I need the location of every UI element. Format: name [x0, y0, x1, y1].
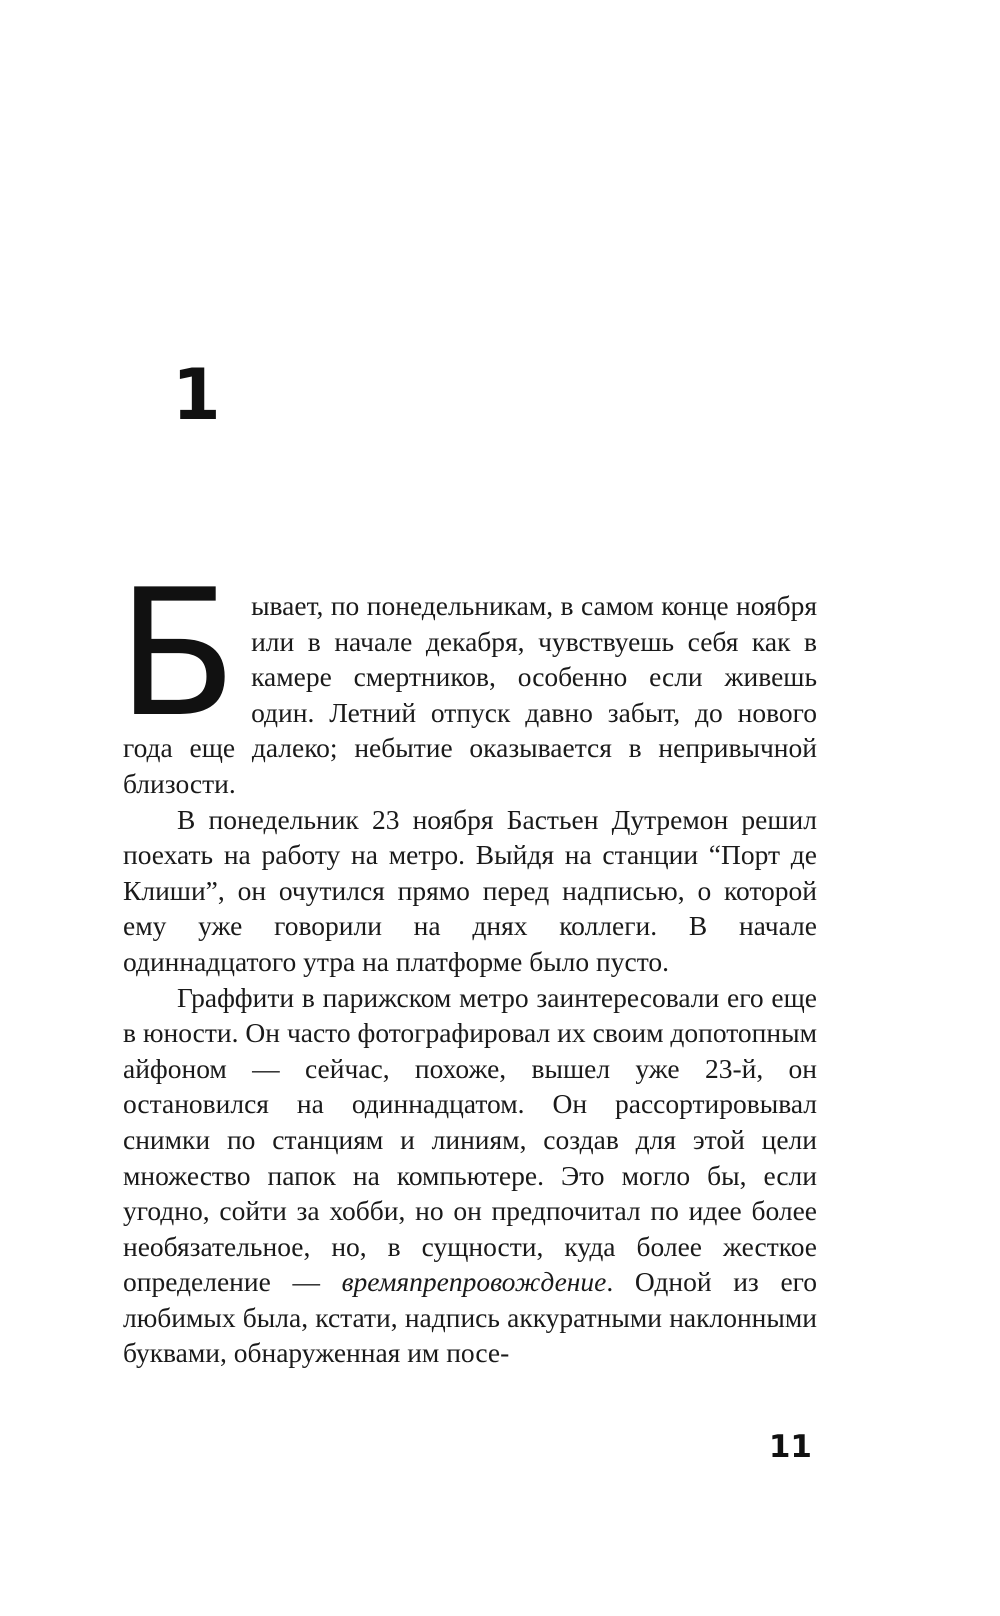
page-number: 11 [768, 1429, 812, 1465]
drop-cap: Б [117, 553, 238, 756]
chapter-number: 1 [172, 354, 221, 436]
paragraph-2: В понедельник 23 ноября Бастьен Дутремон решил поехать на работу на метро. Выйдя на станции “Порт де Клиши”, он очутился прямо перед надписью, о которой ему уже говорили на днях коллеги. В начале одиннадцатого утра на платформе было пусто. [123, 803, 817, 977]
paragraph-3-italic-term: времяпрепровождение [341, 1266, 607, 1298]
paragraph-1-text: ывает, по понедельникам, в самом конце ноября или в начале декабря, чувствуешь себя как в камере смертников, особенно если живешь один. Летний отпуск давно забыт, до нового года еще далеко; небытие оказывается в непривычной близости. [123, 590, 817, 799]
paragraph-1 [117, 553, 817, 802]
paragraph-3-text-start: Граффити в парижском метро заинтересовали его еще в юности. Он часто фотографировал их своим допотопным айфоном — сейчас, похоже, вышел уже 23-й, он остановился на одиннадцатом. Он рассортировывал снимки по станциям и линиям, создав для этой цели множество папок на компьютере. Это могло бы, если угодно, сойти за хобби, но он предпочитал по идее более необязательное, но, в сущности, куда более жесткое определение — [123, 981, 817, 1298]
paragraph-3-text-end: . Одной из его любимых была, кстати, надпись аккуратными наклонными буквами, обнаруженная им посе- [123, 1266, 817, 1369]
paragraph-3 [123, 980, 817, 1372]
chapter-text [117, 553, 817, 1371]
